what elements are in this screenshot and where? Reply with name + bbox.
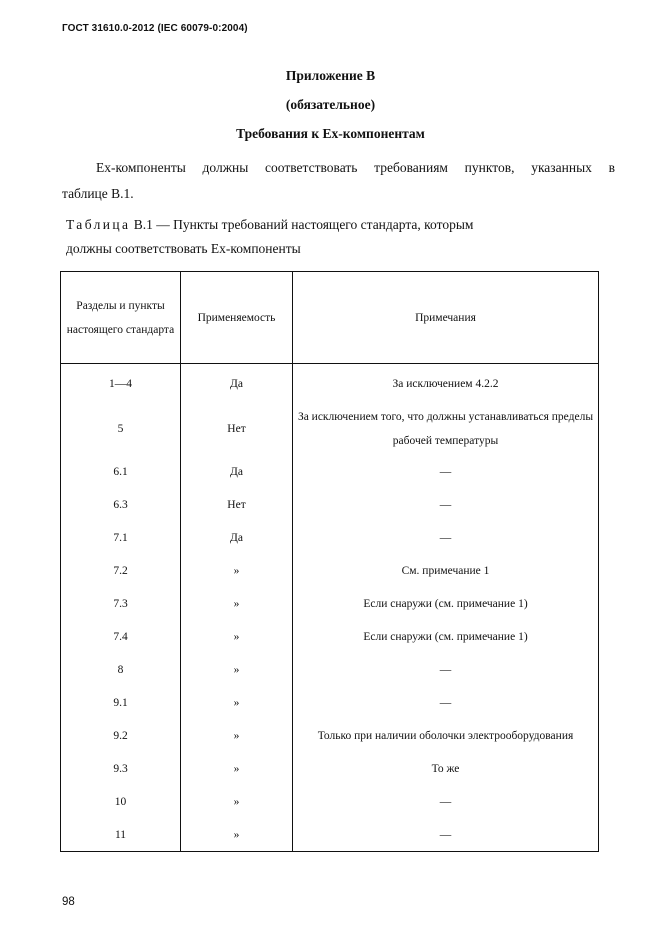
column-header-applicability: Применяемость [181, 272, 293, 364]
cell-note: — [293, 818, 599, 852]
page-number: 98 [62, 896, 75, 908]
caption-rest: В.1 — Пункты требований настоящего стандарта, которым [130, 217, 474, 232]
table-row [61, 521, 599, 554]
cell-note: — [293, 455, 599, 488]
table-row [61, 364, 599, 404]
cell-applicability: » [181, 587, 293, 620]
table-row [61, 686, 599, 719]
table-row [61, 403, 599, 455]
table-row [61, 818, 599, 852]
cell-applicability: Да [181, 364, 293, 404]
table-body [61, 364, 599, 852]
column-header-sections: Разделы и пункты настоящего стандарта [61, 272, 181, 364]
table-row [61, 719, 599, 752]
cell-section: 11 [61, 818, 181, 852]
cell-section: 7.2 [61, 554, 181, 587]
caption-line-2: должны соответствовать Ex-компоненты [66, 241, 301, 256]
cell-section: 1—4 [61, 364, 181, 404]
cell-section: 6.1 [61, 455, 181, 488]
cell-section: 7.4 [61, 620, 181, 653]
cell-applicability: » [181, 818, 293, 852]
cell-note: — [293, 653, 599, 686]
cell-applicability: » [181, 554, 293, 587]
column-header-notes: Примечания [293, 272, 599, 364]
cell-note: За исключением того, что должны устанавливаться пределы рабочей температуры [293, 403, 599, 455]
cell-applicability: Нет [181, 403, 293, 455]
cell-applicability: » [181, 653, 293, 686]
cell-note: То же [293, 752, 599, 785]
cell-applicability: Нет [181, 488, 293, 521]
annex-title: Приложение В [285, 68, 376, 83]
table-row [61, 653, 599, 686]
cell-section: 10 [61, 785, 181, 818]
intro-line-2: таблице В.1. [62, 186, 134, 201]
cell-note: — [293, 488, 599, 521]
table-row [61, 752, 599, 785]
cell-applicability: Да [181, 455, 293, 488]
cell-note: — [293, 785, 599, 818]
caption-label: Таблица [66, 217, 131, 232]
cell-section: 7.3 [61, 587, 181, 620]
cell-applicability: » [181, 686, 293, 719]
cell-note: Если снаружи (см. примечание 1) [293, 587, 599, 620]
cell-section: 9.3 [61, 752, 181, 785]
table-row [61, 785, 599, 818]
intro-paragraph [62, 155, 615, 207]
running-header: ГОСТ 31610.0-2012 (IEC 60079-0:2004) [62, 23, 248, 34]
table-caption [66, 213, 606, 261]
table-row [61, 455, 599, 488]
cell-section: 8 [61, 653, 181, 686]
cell-note: Только при наличии оболочки электрооборудования [293, 719, 599, 752]
cell-note: За исключением 4.2.2 [293, 364, 599, 404]
cell-section: 9.1 [61, 686, 181, 719]
cell-note: — [293, 686, 599, 719]
annex-status: (обязательное) [285, 97, 376, 112]
cell-applicability: Да [181, 521, 293, 554]
cell-section: 9.2 [61, 719, 181, 752]
cell-section: 5 [61, 403, 181, 455]
table-row [61, 587, 599, 620]
cell-applicability: » [181, 719, 293, 752]
intro-line-1: Ex-компоненты должны соответствовать требованиям пунктов, указанных в [96, 160, 615, 175]
cell-applicability: » [181, 752, 293, 785]
cell-section: 6.3 [61, 488, 181, 521]
annex-subtitle: Требования к Ex-компонентам [236, 126, 425, 141]
cell-applicability: » [181, 620, 293, 653]
requirements-table [60, 271, 599, 852]
table-row [61, 620, 599, 653]
cell-section: 7.1 [61, 521, 181, 554]
table-header-row [61, 272, 599, 364]
table-row [61, 488, 599, 521]
cell-applicability: » [181, 785, 293, 818]
cell-note: Если снаружи (см. примечание 1) [293, 620, 599, 653]
cell-note: См. примечание 1 [293, 554, 599, 587]
table-row [61, 554, 599, 587]
cell-note: — [293, 521, 599, 554]
